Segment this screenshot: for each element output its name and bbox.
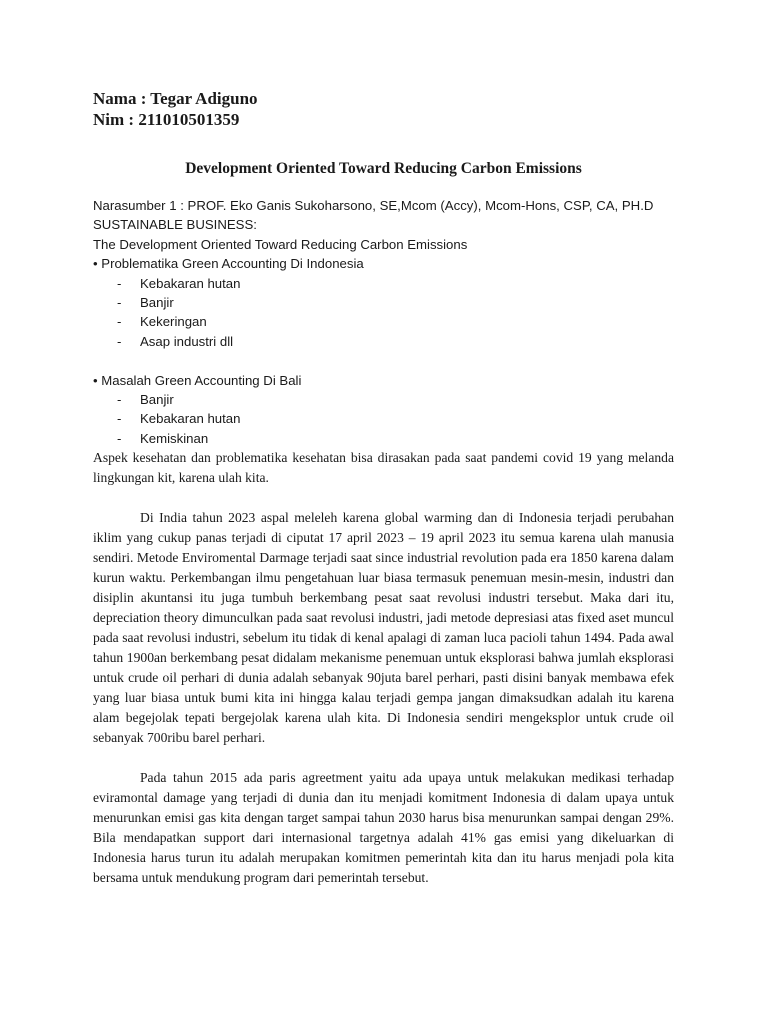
section-label: SUSTAINABLE BUSINESS: <box>93 217 257 233</box>
list-item: - Banjir <box>93 390 674 409</box>
document-page <box>93 88 674 888</box>
bullet-block-indonesia <box>93 254 674 351</box>
spacer <box>93 351 674 370</box>
speaker-line: Narasumber 1 : PROF. Eko Ganis Sukoharsono, SE,Mcom (Accy), Mcom-Hons, CSP, CA, PH.D <box>93 198 654 213</box>
list-item: - Asap industri dll <box>93 332 674 351</box>
bullet-heading: • Problematika Green Accounting Di Indonesia <box>93 256 364 272</box>
list-item: - Kemiskinan <box>93 429 674 448</box>
bullet-block-bali <box>93 371 674 449</box>
student-nim: Nim : 211010501359 <box>93 110 240 129</box>
list-item: - Kebakaran hutan <box>93 274 674 293</box>
health-note: Aspek kesehatan dan problematika kesehatan bisa dirasakan pada saat pandemi covid 19 yang melanda lingkungan kit, karena ulah kita. <box>93 450 674 486</box>
dash-list <box>93 274 674 352</box>
list-item: - Banjir <box>93 293 674 312</box>
student-name: Nama : Tegar Adiguno <box>93 89 258 108</box>
section-subtitle: The Development Oriented Toward Reducing Carbon Emissions <box>93 236 468 252</box>
bullet-heading: • Masalah Green Accounting Di Bali <box>93 372 302 388</box>
list-item: - Kekeringan <box>93 312 674 331</box>
list-item: - Kebakaran hutan <box>93 409 674 428</box>
spacer <box>93 748 674 768</box>
spacer <box>93 488 674 508</box>
dash-list <box>93 390 674 448</box>
body-paragraph-1: Di India tahun 2023 aspal meleleh karena global warming dan di Indonesia terjadi perubahan iklim yang cukup panas terjadi di ciputat 17 april 2023 – 19 april 2023 itu semua karena ulah manusia sendiri. Metode Enviromental Darmage terjadi saat since industrial revolution pada era 1850 karena dalam kurun waktu. Perkembangan ilmu pengetahuan luar biasa termasuk penemuan mesin-mesin, industri dan disiplin akuntansi itu juga tumbuh berkembang pesat saat revolusi industri tersebut. Maka dari itu, depreciation theory dimunculkan pada saat revolusi industri, jadi metode depresiasi atas fixed aset muncul pada saat revolusi industri, sebelum itu tidak di kenal apalagi di zaman luca pacioli tahun 1494. Pada awal tahun 1900an berkembang pesat didalam mekanisme penemuan untuk eksplorasi bahwa jumlah eksplorasi untuk crude oil perhari di dunia adalah sebanyak 90juta barel perhari, pasti disini banyak membawa efek yang luar biasa untuk bumi kita ini hingga kalau terjadi gempa jangan dimaksudkan adalah itu karena alam begejolak tepati bergejolak karena ulah kita. Di Indonesia sendiri mengeksplor untuk crude oil sebanyak 700ribu barel perhari. <box>93 510 674 746</box>
document-title: Development Oriented Toward Reducing Carbon Emissions <box>185 160 582 177</box>
body-paragraph-2: Pada tahun 2015 ada paris agreetment yaitu ada upaya untuk melakukan medikasi terhadap eviramontal damage yang terjadi di dunia dan itu menjadi komitment Indonesia di dalam upaya untuk menurunkan emisi gas kita dengan target sampai tahun 2030 harus bisa menurunkan sampai dengan 29%. Bila mendapatkan support dari internasional targetnya adalah 41% gas emisi yang dikeluarkan di Indonesia harus turun itu adalah merupakan komitmen pemerintah kita dan itu harus menjadi pola kita bersama untuk mendukung program dari pemerintah tersebut. <box>93 770 674 886</box>
